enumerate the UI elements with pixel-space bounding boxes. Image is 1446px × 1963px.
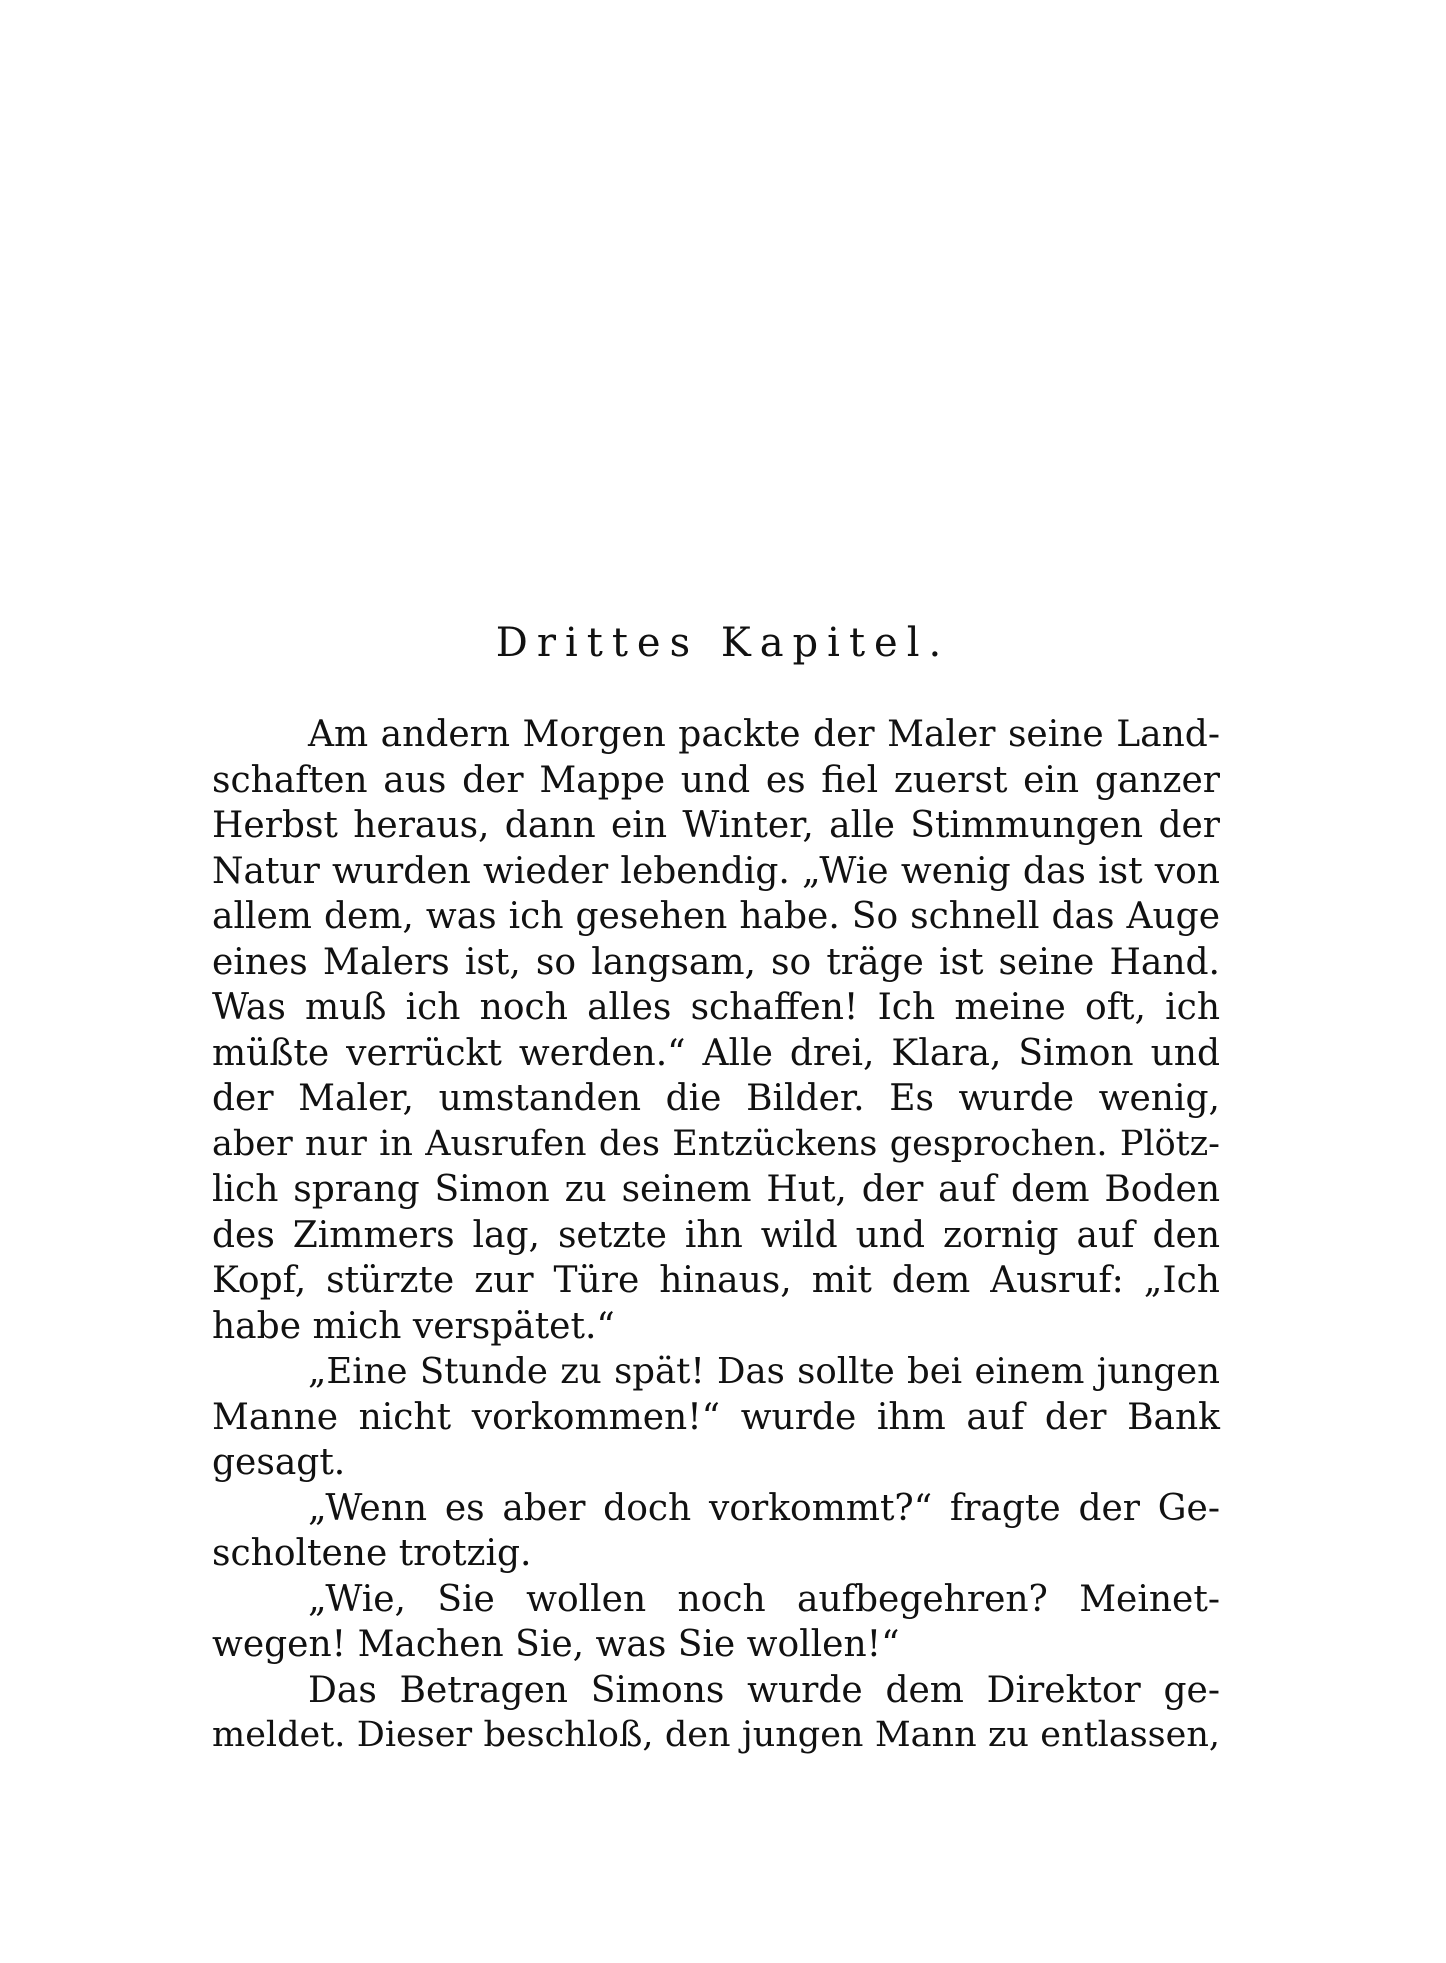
text-line: meldet. Dieser beschloß, den jungen Mann zu entlassen, (212, 1715, 1220, 1755)
body-text (212, 712, 1220, 1759)
text-line: schaften aus der Mappe und es fiel zuerst ein ganzer (212, 759, 1220, 801)
text-line: der Maler, umstanden die Bilder. Es wurde wenig, (212, 1078, 1220, 1119)
text-line: eines Malers ist, so langsam, so träge ist seine Hand. (212, 941, 1220, 983)
text-line: des Zimmers lag, setzte ihn wild und zornig auf den (212, 1214, 1220, 1256)
text-line: gesagt. (212, 1442, 346, 1483)
text-line: wegen! Machen Sie, was Sie wollen!“ (212, 1624, 900, 1665)
text-line: „Wenn es aber doch vorkommt?“ fragte der Ge- (308, 1487, 1220, 1529)
chapter-title: Drittes Kapitel. (495, 620, 951, 666)
text-line: habe mich verspätet.“ (212, 1305, 615, 1347)
text-line: aber nur in Ausrufen des Entzückens gesprochen. Plötz- (212, 1123, 1220, 1164)
text-line: „Eine Stunde zu spät! Das sollte bei einem jungen (308, 1351, 1220, 1392)
text-line: Am andern Morgen packte der Maler seine Land- (308, 714, 1220, 755)
text-line: Herbst heraus, dann ein Winter, alle Stimmungen der (212, 805, 1220, 846)
text-line: lich sprang Simon zu seinem Hut, der auf dem Boden (212, 1169, 1220, 1210)
text-line: Natur wurden wieder lebendig. „Wie wenig das ist von (212, 850, 1220, 892)
text-line: „Wie, Sie wollen noch aufbegehren? Meinet- (308, 1578, 1220, 1620)
text-line: müßte verrückt werden.“ Alle drei, Klara, Simon und (212, 1032, 1220, 1074)
text-line: allem dem, was ich gesehen habe. So schnell das Auge (212, 896, 1220, 937)
text-line: Kopf, stürzte zur Türe hinaus, mit dem Ausruf: „Ich (212, 1260, 1220, 1301)
text-line: Manne nicht vorkommen!“ wurde ihm auf der Bank (212, 1396, 1220, 1438)
text-line: Das Betragen Simons wurde dem Direktor ge- (308, 1669, 1220, 1711)
text-line: scholtene trotzig. (212, 1533, 532, 1574)
text-line: Was muß ich noch alles schaffen! Ich meine oft, ich (212, 987, 1220, 1028)
